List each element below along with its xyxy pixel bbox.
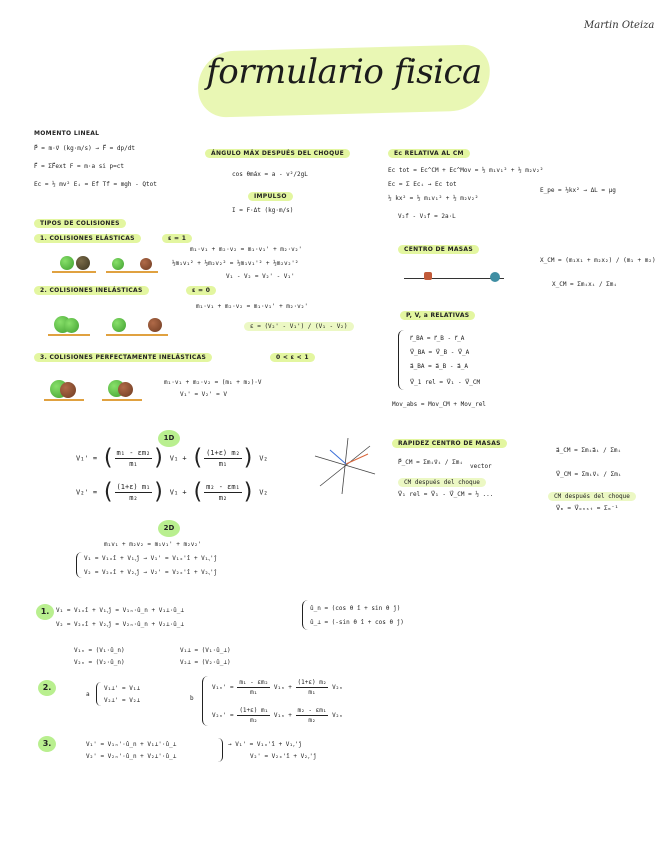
inelastic-ball-4 <box>148 318 162 332</box>
step-3-res-1: → V₁' = V₁ₓ'î + V₁ᵧ'ĵ <box>228 741 302 748</box>
angle-formula: cos θmáx = a - v²/2gL <box>232 171 308 178</box>
cm-sum-formula: X_CM = Σmᵢxᵢ / Σmᵢ <box>552 281 618 288</box>
perfect-eq-1: m₁·v₁ + m₂·v₂ = (m₁ + m₂)·V <box>164 379 262 386</box>
step-1-eq-2: V₂ = V₂ₓî + V₂ᵧĵ = V₂ₙ·û_n + V₂⊥·û_⊥ <box>56 621 185 628</box>
ec-relativa-heading: Ec RELATIVA AL CM <box>388 150 470 157</box>
cm-heading: CENTRO DE MASAS <box>398 246 479 253</box>
collisions-heading: TIPOS DE COLISIONES <box>34 220 126 227</box>
author-signature: Martin Oteiza <box>584 20 655 31</box>
perfect-ball-2 <box>60 382 76 398</box>
step-2-a1: V₁⊥' = V₁⊥ <box>104 685 141 692</box>
vel-cm-v-note: CM después del choque <box>548 492 636 501</box>
step-3-badge: 3. <box>38 736 56 752</box>
step-2-badge: 2. <box>38 680 56 696</box>
vel-cm-p-formula: P⃗_CM = Σmᵢv⃗ᵢ / Σmᵢ <box>398 459 463 466</box>
ec-relativa-line-1: Ec tot = Ec^CM + Ec^Mov = ½ m₁v₁² + ½ m₂v₂² <box>388 167 544 174</box>
step-2-b-brace <box>202 676 208 726</box>
relativas-brace <box>398 330 404 390</box>
inelastic-badge: ε = 0 <box>186 287 216 294</box>
cm-axis <box>404 278 504 279</box>
step-2-a-label: a <box>86 691 90 698</box>
perfect-floor-2 <box>102 399 142 401</box>
perfect-floor-1 <box>44 399 84 401</box>
perfect-ball-4 <box>118 382 133 397</box>
step-2-a-brace <box>96 682 101 706</box>
step-1-ut: û_⊥ = (-sin θ î + cos θ ĵ) <box>310 619 404 626</box>
elastic-eq-3: V₁ - V₂ = V₂' - V₁' <box>226 273 295 280</box>
elastic-ball-3 <box>112 258 124 270</box>
perfect-badge: 0 < ε < 1 <box>270 354 315 361</box>
relativas-line-2: V⃗_BA = V⃗_B - V⃗_A <box>410 349 470 356</box>
elastic-ball-4 <box>140 258 152 270</box>
elastic-badge: ε = 1 <box>162 235 192 242</box>
axes-sketch <box>310 436 380 496</box>
step-2-b-label: b <box>190 695 194 702</box>
cm-x-formula: X_CM = (m₁x₁ + m₂x₂) / (m₁ + m₂) <box>540 257 656 264</box>
inelastic-heading: 2. COLISIONES INELÁSTICAS <box>34 287 149 294</box>
step-1-p1: V₁ₙ = (V₁·û_n) <box>74 647 125 654</box>
step-1-p3: V₁⊥ = (V₁·û_⊥) <box>180 647 231 654</box>
relativas-line-3: a⃗_BA = a⃗_B - a⃗_A <box>410 363 468 370</box>
ec-relativa-line-3: ½ kx² = ½ m₁v₁² + ½ m₂v₂² <box>388 195 479 202</box>
twod-eq-0: m₁v₁ + m₂v₂ = m₁v₁' + m₂v₂' <box>104 541 202 548</box>
momentum-heading: MOMENTO LINEAL <box>34 130 100 137</box>
elastic-floor-2 <box>106 271 158 273</box>
twod-badge: 2D <box>158 520 180 537</box>
inelastic-floor-1 <box>48 334 90 336</box>
step-1-p2: V₂ₙ = (V₂·û_n) <box>74 659 125 666</box>
elastic-eq-1: m₁·v₁ + m₂·v₂ = m₁·v₁' + m₂·v₂' <box>190 246 302 253</box>
ec-relativa-line-4: V₂f - V₁f = 2a·L <box>398 213 456 220</box>
step-2-b2: V₂ₙ' = $\frac{\text{(1+ε) m₁}}{\text{m₂}}$ V₁ₙ + $\frac{\text{m₂ - εm₁}}{\text{m₂}}$ V₂ₙ <box>212 707 343 724</box>
perfect-eq-2: V₁' = V₂' = V <box>180 391 227 398</box>
momentum-line-1: P⃗ = m·v⃗ (kg·m/s) → F⃗ = dp/dt <box>34 145 135 152</box>
inelastic-ball-3 <box>112 318 126 332</box>
step-3-eq-1: V₁' = V₁ₙ'·û_n + V₁⊥'·û_⊥ <box>86 741 177 748</box>
inelastic-eps: ε = (V₂' - V₁') / (V₁ - V₂) <box>244 322 354 331</box>
inelastic-ball-2 <box>64 318 79 333</box>
vel-cm-cm-note: CM después del choque <box>398 478 486 487</box>
page-title: formulario fisica <box>206 52 482 92</box>
vel-cm-v1rel: V⃗₁ rel = V⃗₁ - V⃗_CM = ½ ... <box>398 491 494 498</box>
momentum-line-2: F⃗ = ΣF⃗ext F = m·a si p=ct <box>34 163 124 170</box>
vel-cm-p-note: vector <box>470 463 492 470</box>
angle-heading: ÁNGULO MÁX DESPUÉS DEL CHOQUE <box>205 150 350 157</box>
twod-eq-1: V₁ = V₁ₓî + V₁ᵧĵ → V₁' = V₁ₓ'î + V₁ᵧ'ĵ <box>84 555 218 562</box>
impulse-heading: IMPULSO <box>248 193 293 200</box>
step-2-a2: V₂⊥' = V₂⊥ <box>104 697 141 704</box>
vel-cm-a-formula: a⃗_CM = Σmᵢa⃗ᵢ / Σmᵢ <box>556 447 622 454</box>
elastic-ball-1 <box>60 256 74 270</box>
relativas-heading: P, V, a RELATIVAS <box>400 312 475 319</box>
ec-relativa-line-2: Ec = Σ Ecᵢ → Ec tot <box>388 181 457 188</box>
relativas-line-4: V⃗_1 rel = V⃗₁ - V⃗_CM <box>410 379 481 386</box>
step-2-b1: V₁ₙ' = $\frac{\text{m₁ - εm₂}}{\text{m₁}}$ V₁ₙ + $\frac{\text{(1+ε) m₂}}{\text{m₁}}$ V₂ₙ <box>212 679 343 696</box>
step-3-res-2: V₂' = V₂ₓ'î + V₂ᵧ'ĵ <box>250 753 317 760</box>
oned-v2-eq: V₂' = ( $\frac{\text{(1+ε) m₁}}{\text{m₂}}$ ) V₁ + ( $\frac{\text{m₂ - εm₁}}{\text{m₂}}$ ) V₂ <box>76 479 268 505</box>
step-1-p4: V₂⊥ = (V₂·û_⊥) <box>180 659 231 666</box>
ec-relativa-side: E_pe = ½kx² → ΔL = μg <box>540 187 616 194</box>
oned-badge: 1D <box>158 430 180 447</box>
relativas-line-1: r⃗_BA = r⃗_B - r⃗_A <box>410 335 465 342</box>
step-1-brace <box>302 600 308 630</box>
momentum-line-3: Ec = ½ mv² Eᵢ = Ef Tf = mgh - Qtot <box>34 181 157 188</box>
step-3-brace <box>218 738 223 762</box>
impulse-formula: I = F·Δt (kg·m/s) <box>232 207 294 214</box>
cm-mass-1 <box>424 272 432 280</box>
elastic-floor-1 <box>52 271 96 273</box>
twod-eq-2: V₂ = V₂ₓî + V₂ᵧĵ → V₂' = V₂ₓ'î + V₂ᵧ'ĵ <box>84 569 218 576</box>
relativas-line-5: Mov_abs = Mov_CM + Mov_rel <box>392 401 486 408</box>
inelastic-eq-1: m₁·v₁ + m₂·v₂ = m₁·v₁' + m₂·v₂' <box>196 303 308 310</box>
elastic-eq-2: ½m₁v₁² + ½m₂v₂² = ½m₁v₁'² + ½m₂v₂'² <box>172 260 299 267</box>
vel-cm-v-eq: V⃗ₘ = V⃗ₒₙₛₜ = Σₘ⁻¹ <box>556 505 619 512</box>
step-1-eq-1: V₁ = V₁ₓî + V₁ᵧĵ = V₁ₙ·û_n + V₁⊥·û_⊥ <box>56 607 185 614</box>
step-3-eq-2: V₂' = V₂ₙ'·û_n + V₂⊥'·û_⊥ <box>86 753 177 760</box>
vel-cm-v-formula: V⃗_CM = Σmᵢv⃗ᵢ / Σmᵢ <box>556 471 622 478</box>
twod-brace <box>76 552 82 578</box>
cm-mass-2 <box>490 272 500 282</box>
elastic-heading: 1. COLISIONES ELÁSTICAS <box>34 235 141 242</box>
vel-cm-heading: RAPIDEZ CENTRO DE MASAS <box>392 440 507 447</box>
elastic-ball-2 <box>76 256 90 270</box>
oned-v1-eq: V₁' = ( $\frac{\text{m₁ - εm₂}}{\text{m₁}}$ ) V₁ + ( $\frac{\text{(1+ε) m₂}}{\text{m₁}}$ ) V₂ <box>76 445 268 471</box>
step-1-badge: 1. <box>36 604 54 620</box>
step-1-un: û_n = (cos θ î + sin θ ĵ) <box>310 605 401 612</box>
perfect-heading: 3. COLISIONES PERFECTAMENTE INELÁSTICAS <box>34 354 212 361</box>
inelastic-floor-2 <box>106 334 168 336</box>
